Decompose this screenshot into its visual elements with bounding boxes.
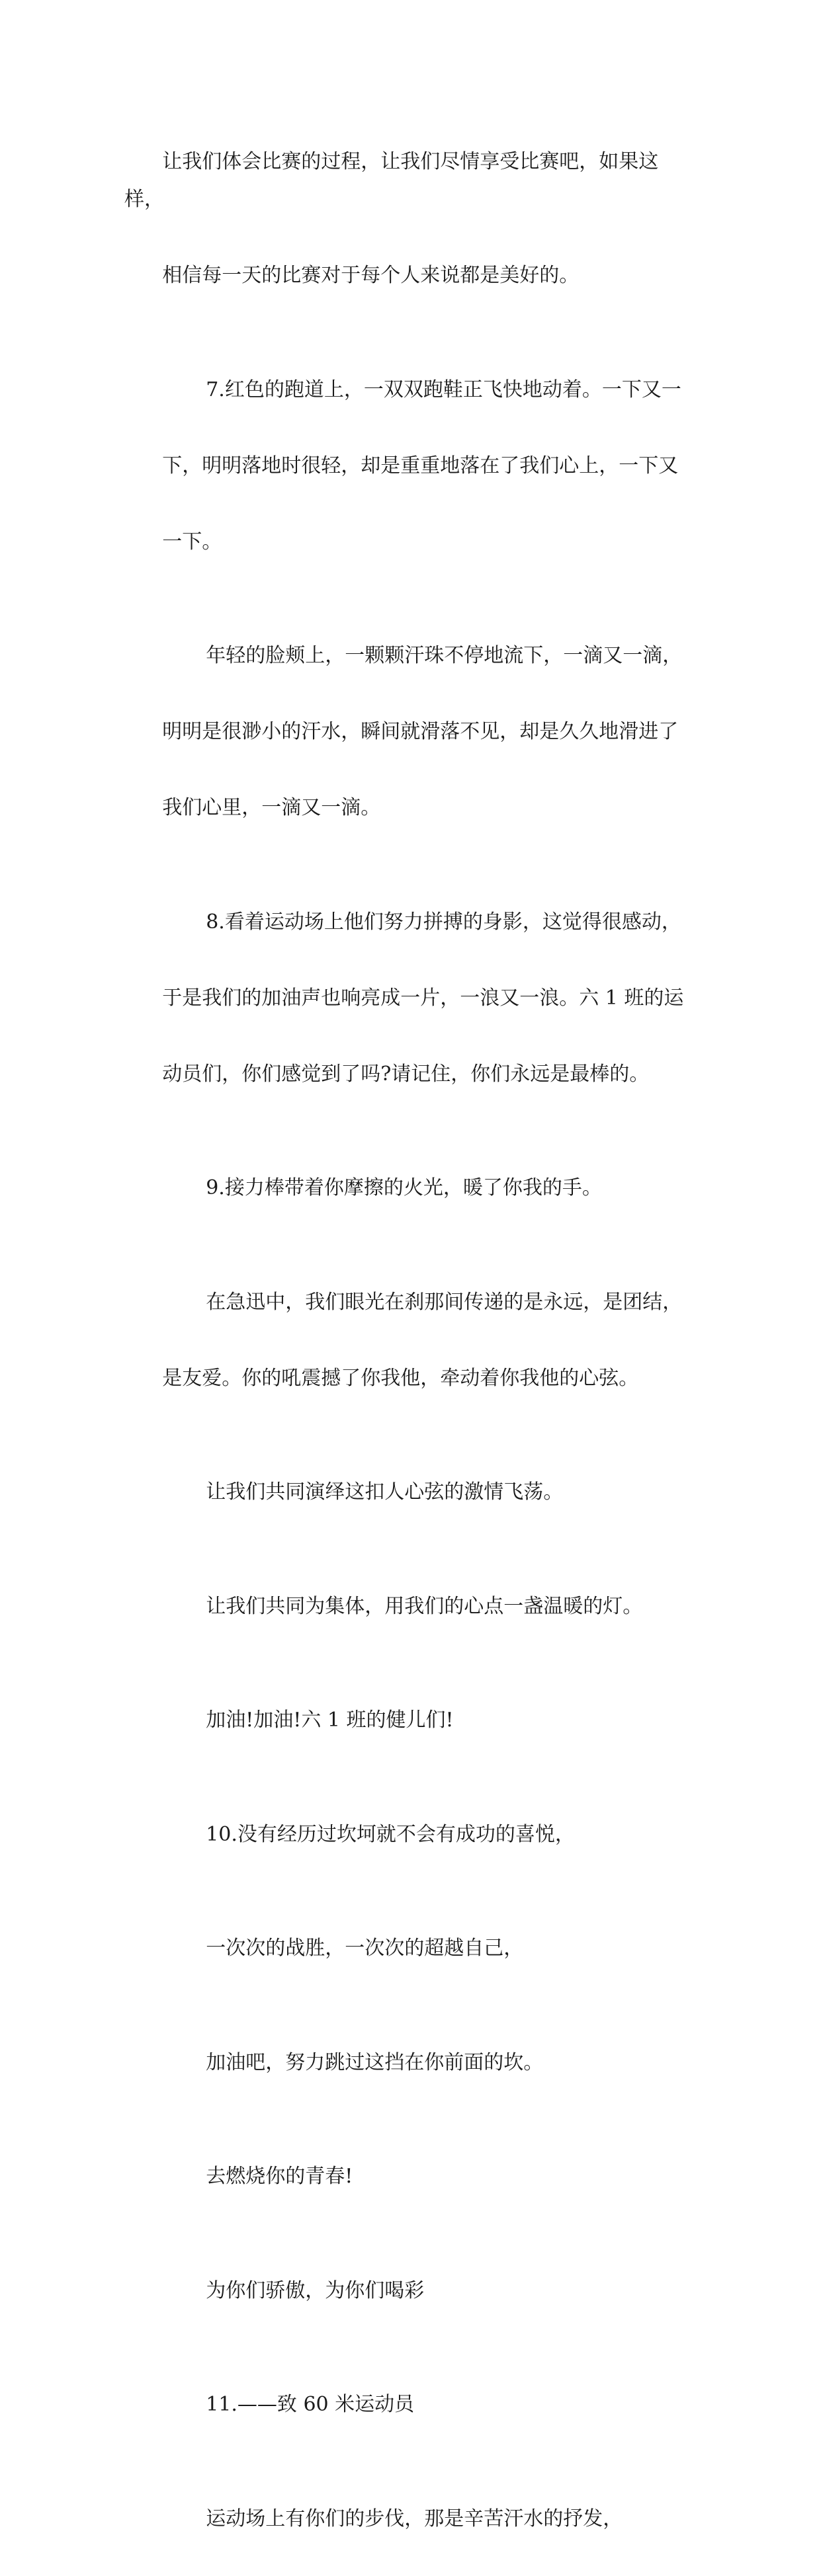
paragraph-11 bbox=[124, 2348, 693, 2462]
text-line: 11.——致 60 米运动员 bbox=[206, 2393, 415, 2416]
paragraph-10c bbox=[124, 2005, 693, 2120]
text-line: 在急迅中，我们眼光在刹那间传递的是永远，是团结， bbox=[206, 1290, 683, 1314]
text-line: 加油吧，努力跳过这挡在你前面的坎。 bbox=[206, 2050, 544, 2074]
paragraph-9b bbox=[124, 1245, 693, 1435]
paragraph-10 bbox=[124, 1777, 693, 1892]
text-line: 让我们共同为集体，用我们的心点一盏温暖的灯。 bbox=[206, 1594, 643, 1618]
text-line: 让我们共同演绎这扣人心弦的激情飞荡。 bbox=[206, 1480, 564, 1504]
paragraph-8 bbox=[124, 865, 693, 1131]
paragraph-9c bbox=[124, 1435, 693, 1550]
paragraph-10e bbox=[124, 2234, 693, 2348]
text-line: 让我们体会比赛的过程，让我们尽情享受比赛吧，如果这样， bbox=[124, 149, 659, 211]
paragraph-10d bbox=[124, 2120, 693, 2234]
text-line: 是友爱。你的吼震撼了你我他，牵动着你我他的心弦。 bbox=[162, 1366, 639, 1390]
text-line: 10.没有经历过坎坷就不会有成功的喜悦， bbox=[206, 1822, 575, 1846]
text-line: 我们心里，一滴又一滴。 bbox=[162, 796, 381, 819]
text-line: 为你们骄傲，为你们喝彩 bbox=[206, 2278, 425, 2302]
text-line: 下，明明落地时很轻，却是重重地落在了我们心上，一下又 bbox=[162, 454, 679, 477]
text-line: 于是我们的加油声也响亮成一片，一浪又一浪。六 1 班的运 bbox=[162, 986, 684, 1010]
text-line: 明明是很渺小的汗水，瞬间就滑落不见，却是久久地滑进了 bbox=[162, 720, 679, 743]
text-line: 8.看着运动场上他们努力拼搏的身影，这觉得很感动， bbox=[206, 910, 681, 934]
paragraph-7 bbox=[124, 333, 693, 599]
document-body bbox=[124, 104, 693, 2576]
text-line: 9.接力棒带着你摩擦的火光，暖了你我的手。 bbox=[206, 1176, 602, 1199]
paragraph-10b bbox=[124, 1892, 693, 2006]
text-line: 加油!加油!六 1 班的健儿们! bbox=[206, 1709, 454, 1732]
text-line: 去燃烧你的青春! bbox=[206, 2165, 353, 2188]
paragraph-9d bbox=[124, 1549, 693, 1664]
paragraph-9e bbox=[124, 1664, 693, 1778]
text-line: 动员们，你们感觉到了吗?请记住，你们永远是最棒的。 bbox=[162, 1062, 650, 1086]
paragraph-1 bbox=[124, 104, 693, 333]
text-line: 一下。 bbox=[162, 530, 222, 553]
paragraph-9 bbox=[124, 1131, 693, 1246]
paragraph-11b bbox=[124, 2462, 693, 2576]
text-line: 一次次的战胜，一次次的超越自己， bbox=[206, 1937, 524, 1960]
text-line: 年轻的脸颊上，一颗颗汗珠不停地流下，一滴又一滴， bbox=[206, 644, 683, 667]
text-line: 7.红色的跑道上，一双双跑鞋正飞快地动着。一下又一 bbox=[206, 378, 681, 401]
text-line: 运动场上有你们的步伐，那是辛苦汗水的抒发， bbox=[206, 2507, 623, 2530]
text-line: 相信每一天的比赛对于每个人来说都是美好的。 bbox=[162, 264, 580, 287]
paragraph-7b bbox=[124, 599, 693, 865]
